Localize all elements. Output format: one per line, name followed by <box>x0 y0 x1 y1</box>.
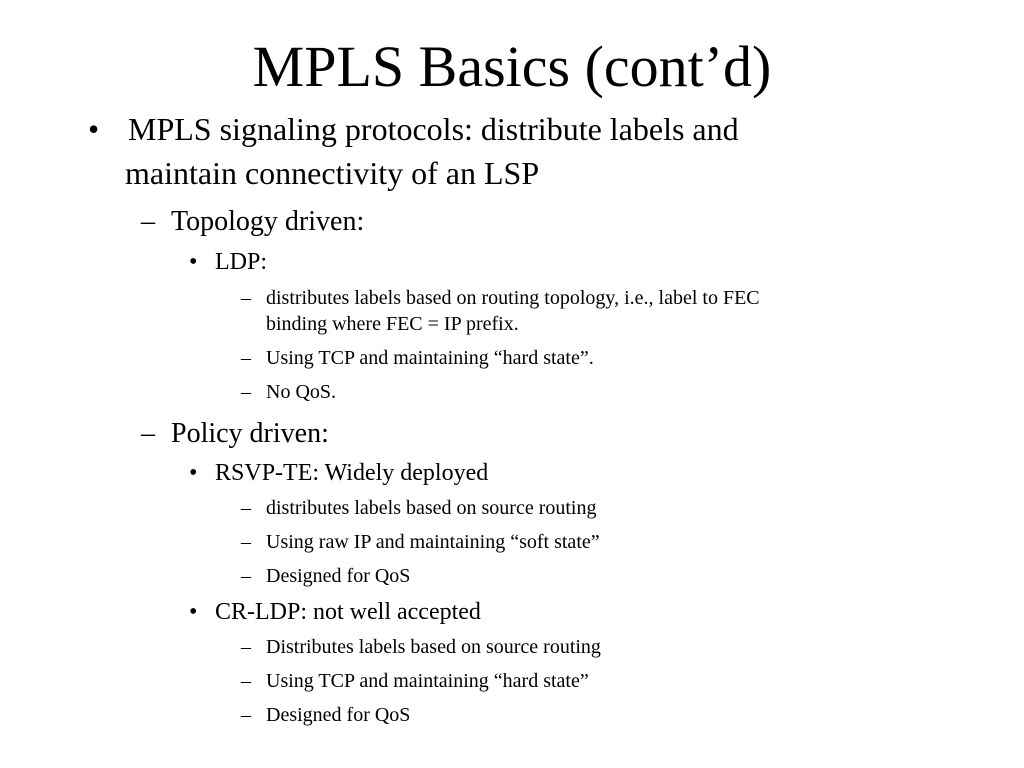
detail-crldp-3-text: Designed for QoS <box>266 704 411 726</box>
bullet-signaling-line2: maintain connectivity of an LSP <box>125 155 540 191</box>
item-crldp-text: CR-LDP: not well accepted <box>215 599 481 625</box>
subbullet-policy-text: Policy driven: <box>171 418 329 449</box>
item-crldp <box>189 596 689 628</box>
detail-ldp-3 <box>241 379 941 405</box>
subbullet-policy <box>141 416 541 452</box>
detail-crldp-1-text: Distributes labels based on source routing <box>266 636 601 658</box>
dash-marker: – <box>241 670 251 692</box>
detail-rsvp-2 <box>241 529 941 555</box>
detail-ldp-2 <box>241 345 941 371</box>
item-rsvp-text: RSVP-TE: Widely deployed <box>215 460 489 486</box>
dash-marker: – <box>141 206 155 237</box>
dash-marker: – <box>241 565 251 587</box>
detail-ldp-2-text: Using TCP and maintaining “hard state”. <box>266 347 594 369</box>
bullet-marker: • <box>189 249 198 275</box>
detail-rsvp-2-text: Using raw IP and maintaining “soft state” <box>266 531 600 553</box>
dash-marker: – <box>241 636 251 658</box>
item-ldp <box>189 246 489 278</box>
detail-crldp-1 <box>241 634 941 660</box>
subbullet-topology-text: Topology driven: <box>171 206 365 237</box>
bullet-marker: • <box>88 111 100 147</box>
detail-ldp-3-text: No QoS. <box>266 381 337 403</box>
detail-rsvp-3 <box>241 563 941 589</box>
dash-marker: – <box>241 347 251 369</box>
bullet-signaling <box>88 107 988 195</box>
subbullet-topology <box>141 204 541 240</box>
detail-ldp-1-line2: binding where FEC = IP prefix. <box>266 313 519 335</box>
detail-ldp-1-line1: distributes labels based on routing topology, i.e., label to FEC <box>266 287 760 309</box>
dash-marker: – <box>241 704 251 726</box>
detail-ldp-1 <box>241 285 941 337</box>
dash-marker: – <box>241 531 251 553</box>
bullet-signaling-line1: MPLS signaling protocols: distribute labels and <box>128 111 739 147</box>
slide-title: MPLS Basics (cont’d) <box>252 34 772 99</box>
detail-rsvp-1 <box>241 495 941 521</box>
detail-crldp-2 <box>241 668 941 694</box>
item-rsvp <box>189 457 689 489</box>
dash-marker: – <box>241 497 251 519</box>
dash-marker: – <box>241 287 251 309</box>
bullet-marker: • <box>189 599 198 625</box>
detail-crldp-2-text: Using TCP and maintaining “hard state” <box>266 670 589 692</box>
dash-marker: – <box>241 381 251 403</box>
detail-rsvp-3-text: Designed for QoS <box>266 565 411 587</box>
detail-crldp-3 <box>241 702 941 728</box>
detail-rsvp-1-text: distributes labels based on source routing <box>266 497 597 519</box>
item-ldp-text: LDP: <box>215 249 268 275</box>
dash-marker: – <box>141 418 155 449</box>
bullet-marker: • <box>189 460 198 486</box>
